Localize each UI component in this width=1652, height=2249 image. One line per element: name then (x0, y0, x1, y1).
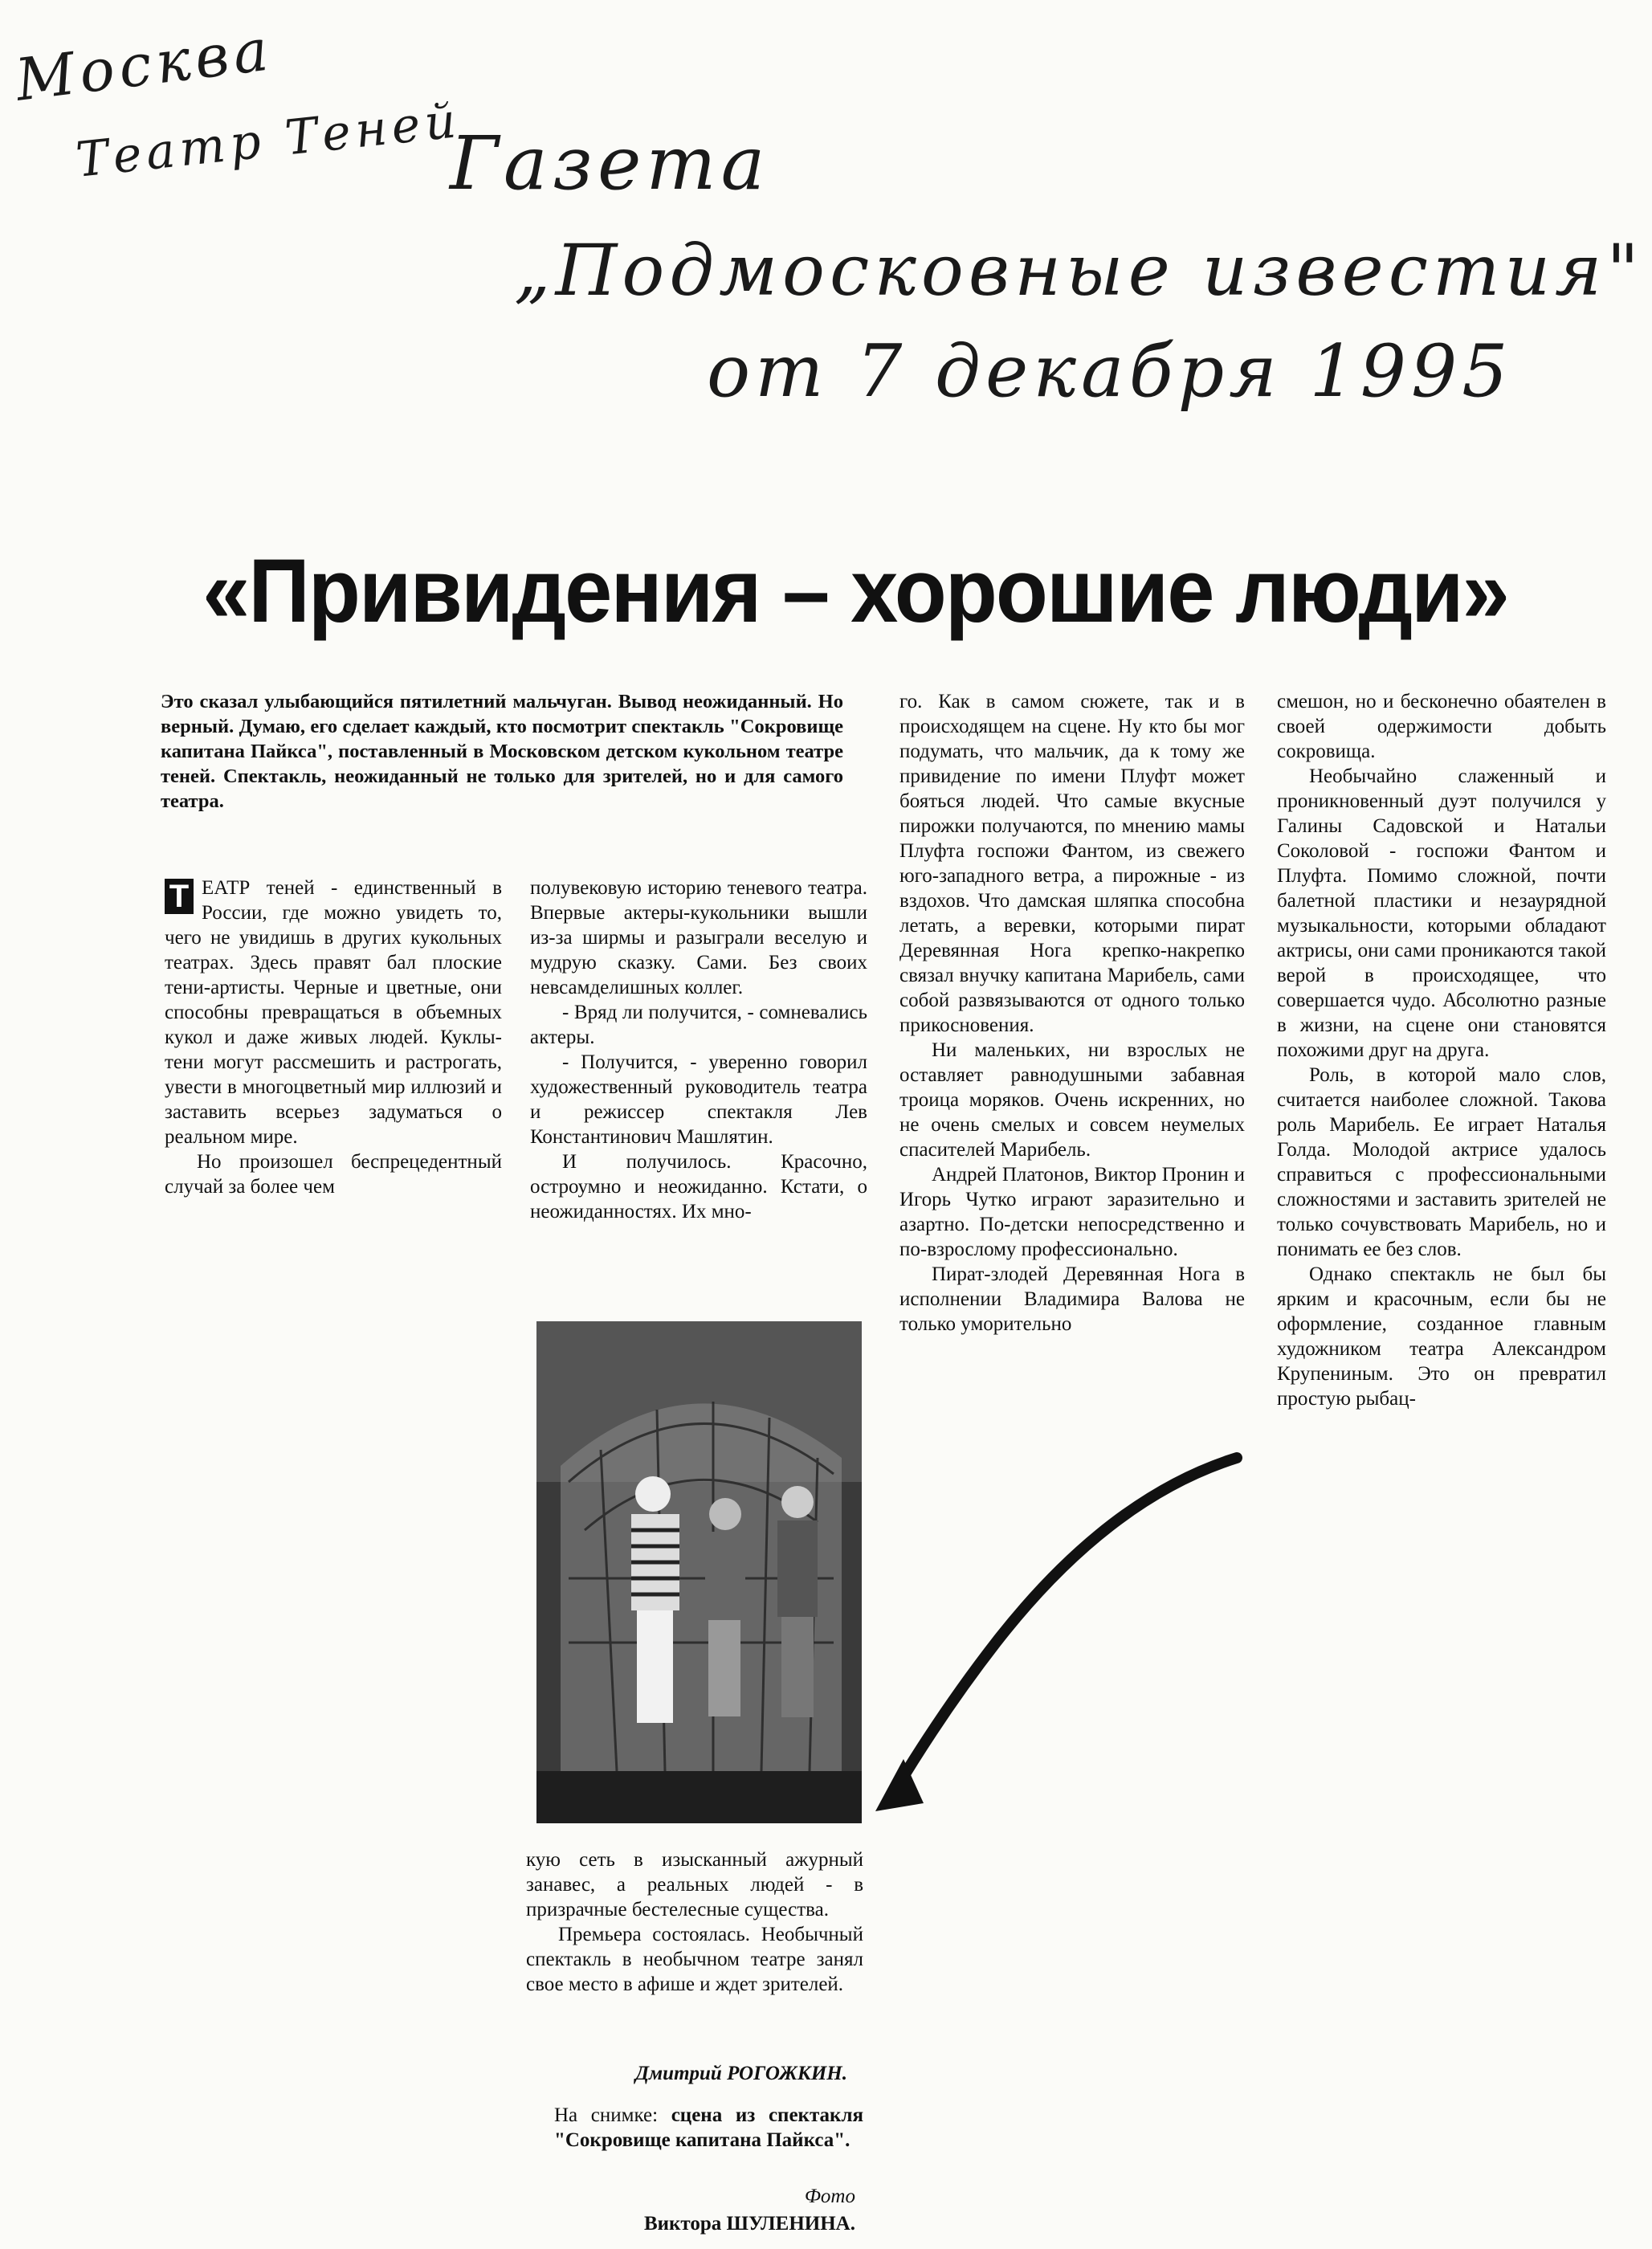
article-lead: Это сказал улыбающийся пятилетний мальчуган. Вывод неожиданный. Но верный. Думаю, его сделает каждый, кто посмотрит спектакль "Сокровище капитана Пайкса", поставленный в Московском детском кукольном театре теней. Спектакль, неожиданный не только для зрителей, но и для самого театра. (161, 691, 843, 812)
paragraph: - Вряд ли получится, - сомневались актеры. (530, 1002, 867, 1048)
article-column-3 (899, 689, 1245, 1337)
photo-caption (554, 2103, 863, 2153)
paragraph: И получилось. Красочно, остроумно и неожиданно. Кстати, о неожиданностях. Их мно- (530, 1151, 867, 1222)
article-column-2 (530, 876, 867, 1224)
stage-photo (536, 1321, 862, 1823)
paragraph: Роль, в которой мало слов, считается наиболее сложной. Такова роль Марибель. Ее играет Наталья Голда. Молодой актрисе удалось справиться с профессиональными сложностями и заставить зрителей не только сочувствовать Марибель, но и понимать ее без слов. (1277, 1064, 1606, 1260)
caption-text: сцена из спектакля "Сокровище капитана Пайкса". (554, 2104, 864, 2151)
photo-credit-author: Виктора ШУЛЕНИНА. (643, 2213, 855, 2235)
paragraph: Андрей Платонов, Виктор Пронин и Игорь Чутко играют заразительно и азартно. По-детски непосредственно и по-взрослому профессионально. (899, 1164, 1245, 1260)
paragraph: Пират-злодей Деревянная Нога в исполнении Владимира Валова не только уморительно (899, 1263, 1245, 1335)
paragraph: - Получится, - уверенно говорил художественный руководитель театра и режиссер спектакля Лев Константинович Машлятин. (530, 1051, 867, 1148)
caption-prefix: На снимке: (554, 2104, 659, 2126)
article-column-4 (1277, 689, 1606, 1411)
article-column-5 (526, 1847, 863, 1997)
handwritten-theatre: Театр Теней (73, 92, 463, 189)
paragraph: Премьера состоялась. Необычный спектакль в необычном театре занял свое место в афише и ждет зрителей. (526, 1924, 863, 1995)
paragraph: Необычайно слаженный и проникновенный дуэт получился у Галины Садовской и Натальи Соколовой - госпожи Фантом и Плуфта. Помимо сложной, почти балетной пластики и незаурядной музыкальности, которыми обладают актрисы, они сами проникаются такой верой в происходящее, что совершается чудо. Абсолютно разные в жизни, на сцене они становятся похожими друг на друга. (1277, 765, 1606, 1061)
paragraph (165, 876, 502, 1149)
article-headline: «Привидения – хорошие люди» (202, 541, 1508, 641)
actor-figure (777, 1486, 818, 1717)
paragraph-text: ЕАТР теней - единственный в России, где можно увидеть то, чего не увидишь в других кукольных театрах. Здесь правят бал плоские тени-артисты. Черные и цветные, они способны превращаться в объемных кукол и даже живых людей. Куклы-тени могут рассмешить и растрогать, увести в многоцветный мир иллюзий и заставить всерьез задуматься о реальном мире. (165, 877, 502, 1148)
paragraph: го. Как в самом сюжете, так и в происходящем на сцене. Ну кто бы мог подумать, что мальчик, да к тому же привидение по имени Плуфт может бояться людей. Что самые вкусные пирожки получаются, по мнению мамы Плуфта госпожи Фантом, из свежего юго-западного ветра, а пирожные - из вздохов. Что дамская шляпка способна летать, а веревки, которыми пират Деревянная Нога крепко-накрепко связал внучку капитана Марибель, сами собой развязываются от одного только прикосновения. (899, 691, 1245, 1036)
handwritten-arrow-icon (867, 1450, 1253, 1819)
photo-credit (554, 2183, 855, 2238)
drop-cap: Т (165, 879, 194, 914)
handwritten-newspaper-name: „Подмосковные известия" (514, 229, 1644, 312)
paragraph: смешон, но и бесконечно обаятелен в своей одержимости добыть сокровища. (1277, 691, 1606, 762)
paragraph: полувековую историю теневого театра. Впервые актеры-кукольники вышли из-за ширмы и разыграли веселую и мудрую сказку. Сами. Без своих невсамделишных коллег. (530, 877, 867, 998)
paragraph: Однако спектакль не был бы ярким и красочным, если бы не оформление, созданное главным художником театра Александром Крупениным. Это он превратил простую рыбац- (1277, 1263, 1606, 1410)
handwritten-date: от 7 декабря 1995 (707, 329, 1513, 414)
photo-scene (536, 1321, 862, 1823)
article-column-1 (165, 876, 502, 1199)
photo-credit-label: Фото (804, 2186, 855, 2207)
author-byline: Дмитрий РОГОЖКИН. (634, 2063, 847, 2084)
handwritten-gazeta: Газета (450, 120, 770, 206)
paragraph: Ни маленьких, ни взрослых не оставляет равнодушными забавная троица моряков. Очень искренних, но не очень смелых и совсем неумелых спасителей Марибель. (899, 1039, 1245, 1161)
handwritten-city: Москва (11, 15, 276, 114)
paragraph: кую сеть в изысканный ажурный занавес, а реальных людей - в призрачные бестелесные существа. (526, 1849, 863, 1920)
paragraph: Но произошел беспрецедентный случай за более чем (165, 1151, 502, 1198)
